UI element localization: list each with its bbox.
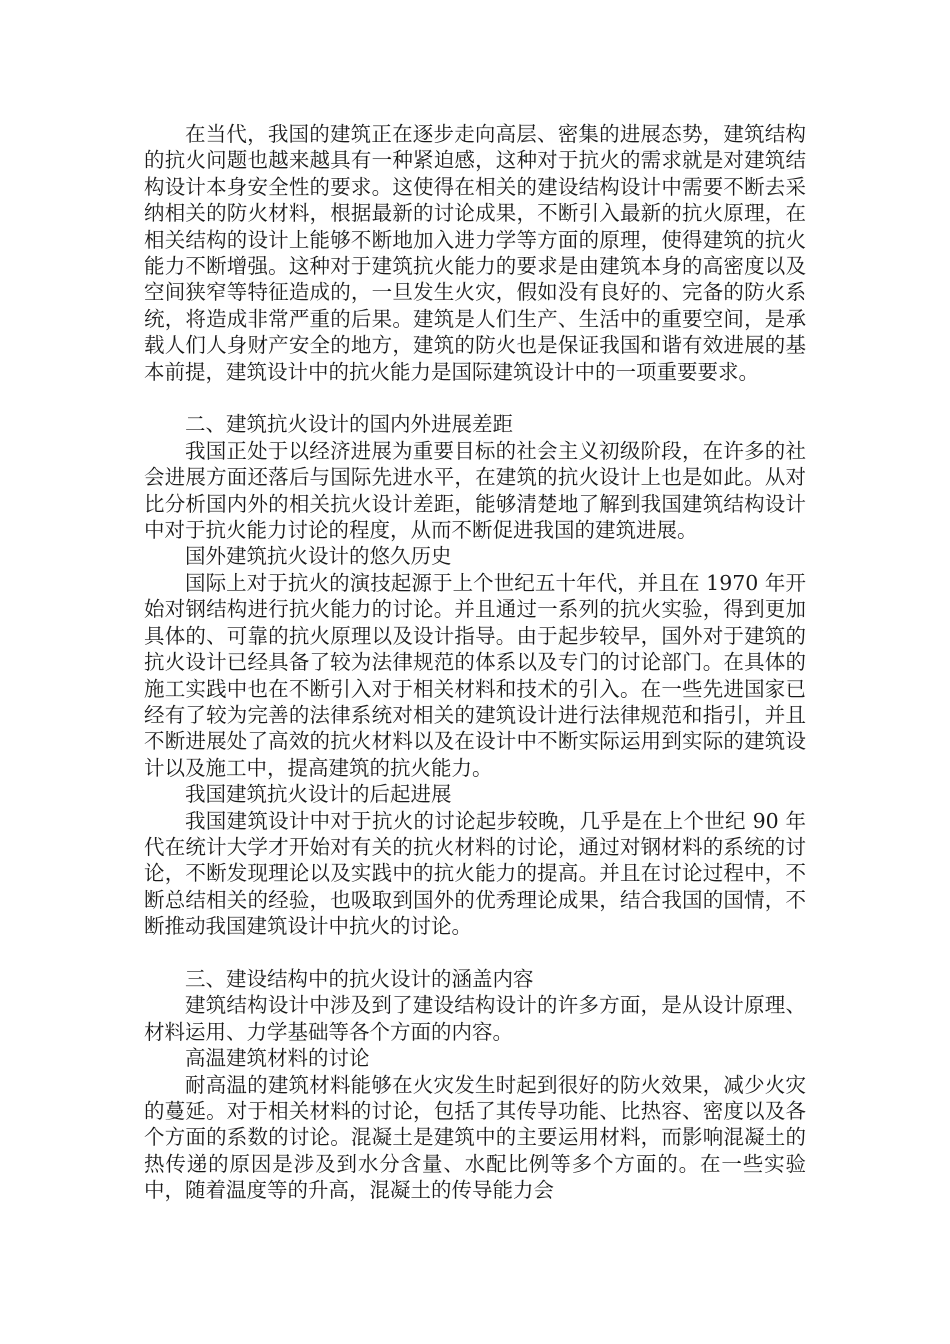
subheading-domestic-progress: 我国建筑抗火设计的后起进展 xyxy=(185,782,452,807)
paragraph-gap xyxy=(144,385,806,411)
paragraph-intro: 在当代，我国的建筑正在逐步走向高层、密集的进展态势，建筑结构的抗火问题也越来越具有一种紧迫感，这种对于抗火的需求就是对建筑结构设计本身安全性的要求。这使得在相关的建设结构设计中需要不断去采纳相关的防火材料，根据最新的讨论成果，不断引入最新的抗火原理，在相关结构的设计上能够不断地加入进力学等方面的原理，使得建筑的抗火能力不断增强。这种对于建筑抗火能力的要求是由建筑本身的高密度以及空间狭窄等特征造成的，一旦发生火灾，假如没有良好的、完备的防火系统，将造成非常严重的后果。建筑是人们生产、生活中的重要空间，是承载人们人身财产安全的地方，建筑的防火也是保证我国和谐有效进展的基本前提，建筑设计中的抗火能力是国际建筑设计中的一项重要要求。 xyxy=(144,122,806,384)
document-page xyxy=(144,121,806,1204)
paragraph-domestic-progress: 我国建筑设计中对于抗火的讨论起步较晚，几乎是在上个世纪 90 年代在统计大学才开始对有关的抗火材料的讨论，通过对钢材料的系统的讨论，不断发现理论以及实践中的抗火能力的提高。并且在讨论过程中，不断总结相关的经验，也吸取到国外的优秀理论成果，结合我国的国情，不断推动我国建筑设计中抗火的讨论。 xyxy=(144,808,806,939)
paragraph-section-3: 建筑结构设计中涉及到了建设结构设计的许多方面，是从设计原理、材料运用、力学基础等各个方面的内容。 xyxy=(144,993,806,1044)
paragraph-section-2: 我国正处于以经济进展为重要目标的社会主义初级阶段，在许多的社会进展方面还落后与国际先进水平，在建筑的抗火设计上也是如此。从对比分析国内外的相关抗火设计差距，能够清楚地了解到我国建筑结构设计中对于抗火能力讨论的程度，从而不断促进我国的建筑进展。 xyxy=(144,438,806,543)
subheading-high-temp-materials: 高温建筑材料的讨论 xyxy=(185,1046,370,1071)
paragraph-foreign-history: 国际上对于抗火的演技起源于上个世纪五十年代，并且在 1970 年开始对钢结构进行抗火能力的讨论。并且通过一系列的抗火实验，得到更加具体的、可靠的抗火原理以及设计指导。由于起步较早，国外对于建筑的抗火设计已经具备了较为法律规范的体系以及专门的讨论部门。在具体的施工实践中也在不断引入对于相关材料和技术的引入。在一些先进国家已经有了较为完善的法律系统对相关的建筑设计进行法律规范和指引，并且不断进展处了高效的抗火材料以及在设计中不断实际运用到实际的建筑设计以及施工中，提高建筑的抗火能力。 xyxy=(144,570,806,780)
subheading-foreign-history: 国外建筑抗火设计的悠久历史 xyxy=(185,544,452,569)
section-heading-2: 二、建筑抗火设计的国内外进展差距 xyxy=(185,412,513,437)
section-heading-3: 三、建设结构中的抗火设计的涵盖内容 xyxy=(185,966,534,991)
paragraph-gap xyxy=(144,940,806,966)
paragraph-high-temp-materials: 耐高温的建筑材料能够在火灾发生时起到很好的防火效果，减少火灾的蔓延。对于相关材料的讨论，包括了其传导功能、比热容、密度以及各个方面的系数的讨论。混凝土是建筑中的主要运用材料，而影响混凝土的热传递的原因是涉及到水分含量、水配比例等多个方面的。在一些实验中，随着温度等的升高，混凝土的传导能力会 xyxy=(144,1072,806,1203)
